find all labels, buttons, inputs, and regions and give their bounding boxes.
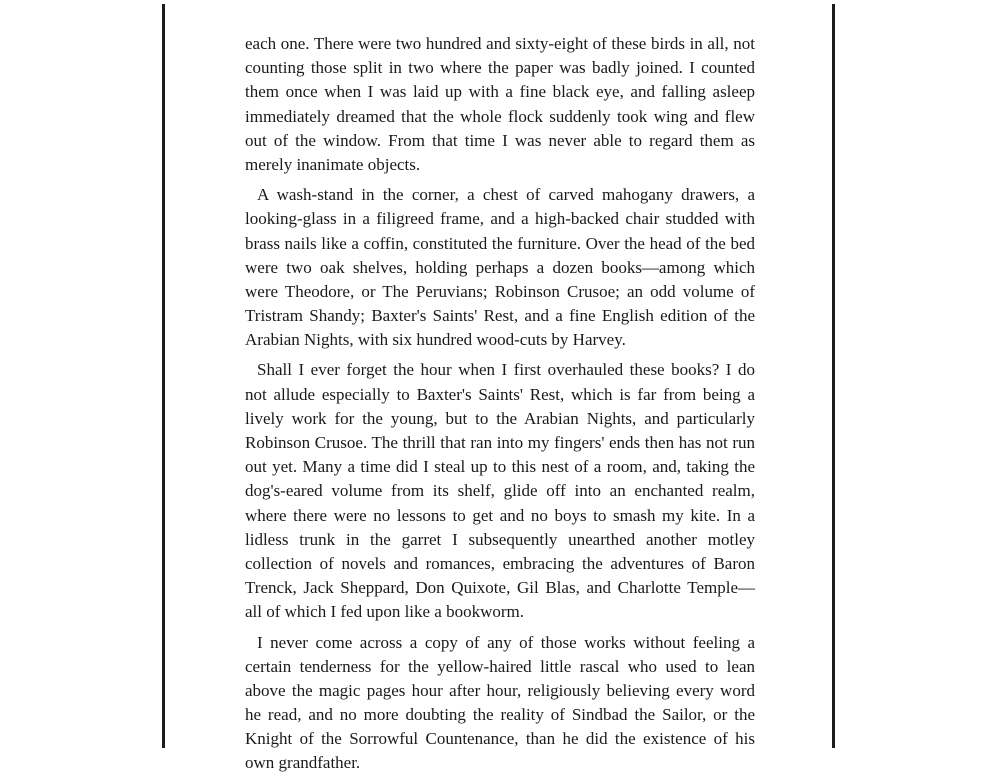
text-line: immediately dreamed that the whole flock suddenly took wing and flew (245, 106, 755, 126)
text-line: lidless trunk in the garret I subsequently unearthed another motley (245, 529, 755, 549)
text-line: out yet. Many a time did I steal up to this nest of a room, and, taking the (245, 457, 755, 477)
text-line: Robinson Crusoe. The thrill that ran into my fingers' ends then has not run (245, 433, 755, 452)
text-line: Trenck, Jack Sheppard, Don Quixote, Gil Blas, and Charlotte Temple— (245, 578, 755, 598)
right-margin-rule (832, 4, 835, 748)
text-line: Shall I ever forget the hour when I first overhauled these books? I do (257, 360, 755, 380)
text-line: Knight of the Sorrowful Countenance, than he did the existence of his (245, 729, 755, 749)
text-line: them once when I was laid up with a fine black eye, and falling asleep (245, 82, 755, 102)
text-line: Tristram Shandy; Baxter's Saints' Rest, and a fine English edition of the (245, 306, 755, 326)
text-line: merely inanimate objects. (245, 154, 421, 174)
text-line: counting those split in two where the paper was badly joined. I counted (245, 58, 755, 78)
paragraph (245, 358, 755, 624)
paragraph (245, 32, 755, 177)
text-line: each one. There were two hundred and sixty-eight of these birds in all, not (245, 34, 755, 53)
text-line: above the magic pages hour after hour, religiously believing every word (245, 680, 755, 700)
paragraph (245, 183, 755, 352)
text-line: certain tenderness for the yellow-haired little rascal who used to lean (245, 656, 755, 676)
text-line: looking-glass in a filigreed frame, and a high-backed chair studded with (245, 209, 755, 229)
left-margin-rule (162, 4, 165, 748)
text-line: all of which I fed upon like a bookworm. (245, 602, 525, 622)
text-line: where there were no lessons to get and no boys to smash my kite. In a (245, 505, 755, 525)
text-line: he read, and no more doubting the reality of Sindbad the Sailor, or the (245, 705, 755, 725)
text-line: Arabian Nights, with six hundred wood-cuts by Harvey. (245, 330, 626, 350)
text-line: own grandfather. (245, 753, 361, 773)
text-line: not allude especially to Baxter's Saints' Rest, which is far from being a (245, 384, 755, 404)
text-line: brass nails like a coffin, constituted the furniture. Over the head of the bed (245, 233, 755, 253)
text-line: dog's-eared volume from its shelf, glide off into an enchanted realm, (245, 481, 755, 501)
text-line: out of the window. From that time I was never able to regard them as (245, 130, 755, 150)
paragraph (245, 631, 755, 776)
page-text (245, 32, 755, 782)
text-line: A wash-stand in the corner, a chest of carved mahogany drawers, a (257, 185, 755, 205)
text-line: I never come across a copy of any of those works without feeling a (257, 632, 755, 652)
text-line: lively work for the young, but to the Arabian Nights, and particularly (245, 408, 755, 428)
text-line: were two oak shelves, holding perhaps a dozen books—among which (245, 257, 755, 277)
text-line: were Theodore, or The Peruvians; Robinson Crusoe; an odd volume of (245, 281, 755, 301)
text-line: collection of novels and romances, embracing the adventures of Baron (245, 553, 755, 573)
